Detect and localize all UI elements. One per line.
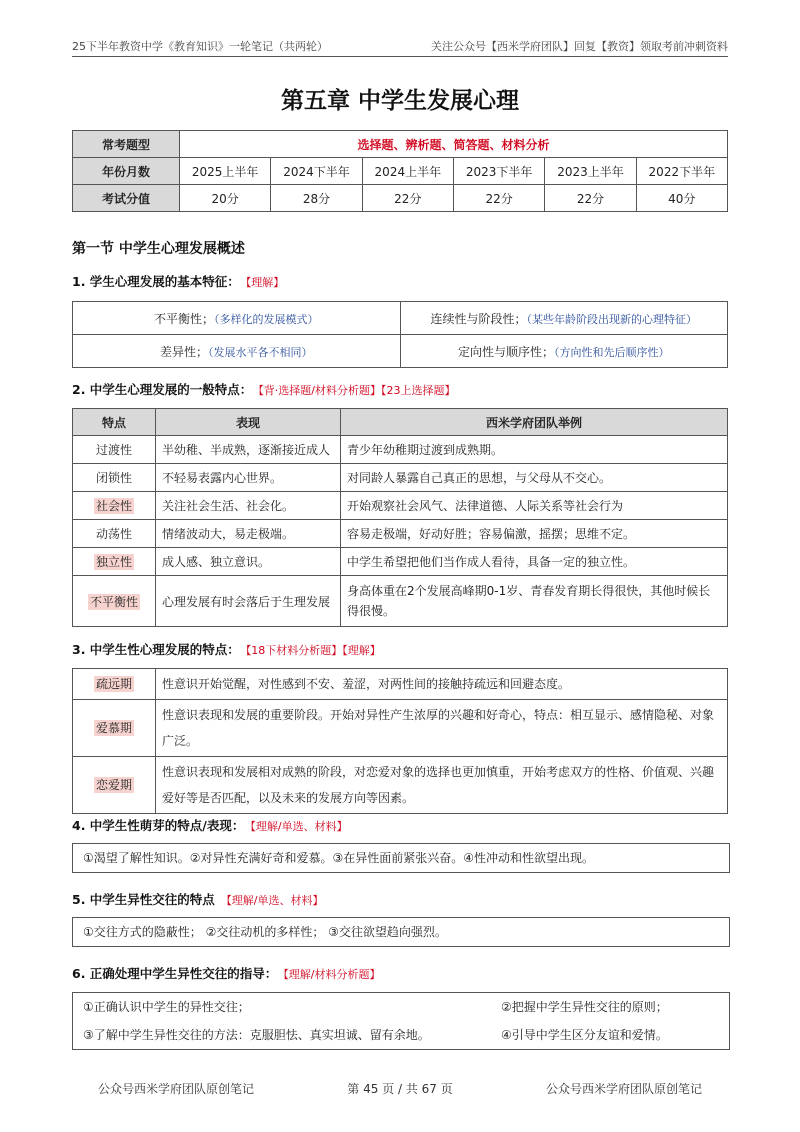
list-item: ④引导中学生区分友谊和爱情。 [501, 1028, 668, 1042]
list-item-row [83, 993, 719, 1021]
table-row [73, 520, 728, 548]
table-row [73, 464, 728, 492]
stage-desc: 性意识表现和发展相对成熟的阶段，对恋爱对象的选择也更加慎重，开始考虑双方的性格、价值观、兴趣爱好等是否匹配，以及未来的发展方向等因素。 [156, 757, 728, 814]
trait-name: 动荡性 [73, 520, 156, 548]
chapter-title: 第五章 中学生发展心理 [280, 87, 519, 114]
year-cell: 2024下半年 [271, 158, 362, 185]
trait-show: 情绪波动大，易走极端。 [156, 520, 341, 548]
feature-label: 不平衡性； [153, 311, 214, 326]
score-cell: 22分 [545, 185, 636, 212]
feature-label: 连续性与阶段性； [430, 311, 527, 326]
q1-tag: 【理解】 [245, 276, 285, 289]
list-item: ①正确认识中学生的异性交往； [83, 1000, 250, 1014]
footer-right: 公众号西米学府团队原创笔记 [545, 1082, 702, 1096]
stage-desc: 性意识开始觉醒，对性感到不安、羞涩，对两性间的接触持疏远和回避态度。 [156, 669, 728, 700]
table-row [73, 669, 728, 700]
q5-heading [72, 890, 324, 908]
table-row [73, 548, 728, 576]
footer-left: 公众号西米学府团队原创笔记 [98, 1082, 255, 1096]
score-cell: 22分 [453, 185, 544, 212]
feature-cell [73, 335, 401, 368]
question-types: 选择题、辨析题、简答题、材料分析 [180, 131, 728, 158]
q2-heading [72, 380, 456, 398]
q3-heading [72, 640, 381, 658]
q2-title: 2. 中学生心理发展的一般特点： [72, 382, 253, 397]
q4-title: 4. 中学生性萌芽的特点/表现： [72, 818, 245, 833]
trait-example: 容易走极端，好动好胜；容易偏激，摇摆；思维不定。 [341, 520, 728, 548]
q5-box [72, 917, 730, 947]
score-cell: 22分 [362, 185, 453, 212]
trait-name: 社会性 [73, 492, 156, 520]
header-right-text: 关注公众号【西米学府团队】回复【教资】领取考前冲刺资料 [431, 40, 728, 53]
q6-title: 6. 正确处理中学生异性交往的指导： [72, 966, 278, 981]
list-item-row [83, 1021, 719, 1049]
trait-show: 半幼稚、半成熟，逐渐接近成人 [156, 436, 341, 464]
stage-name: 恋爱期 [73, 757, 156, 814]
table-row [73, 131, 728, 158]
trait-show: 成人感、独立意识。 [156, 548, 341, 576]
q3-table [72, 668, 728, 814]
stage-desc: 性意识表现和发展的重要阶段。开始对异性产生浓厚的兴趣和好奇心，特点：相互显示、感情隐秘、对象广泛。 [156, 700, 728, 757]
q3-tag: 【18下材料分析题】【理解】 [245, 644, 381, 657]
row-label: 年份月数 [73, 158, 180, 185]
feature-cell [400, 335, 728, 368]
row-label: 常考题型 [73, 131, 180, 158]
feature-cell [73, 302, 401, 335]
q5-tag: 【理解/单选、材料】 [220, 894, 324, 907]
feature-label: 定向性与顺序性； [457, 344, 554, 359]
trait-example: 开始观察社会风气、法律道德、人际关系等社会行为 [341, 492, 728, 520]
trait-name: 独立性 [73, 548, 156, 576]
q4-heading [72, 816, 348, 834]
year-cell: 2023上半年 [545, 158, 636, 185]
trait-example: 中学生希望把他们当作成人看待，具备一定的独立性。 [341, 548, 728, 576]
exam-info-table [72, 130, 728, 212]
feature-cell [400, 302, 728, 335]
feature-note: （发展水平各不相同） [208, 345, 313, 359]
column-header: 表现 [156, 409, 341, 436]
table-row [73, 302, 728, 335]
trait-show: 不轻易表露内心世界。 [156, 464, 341, 492]
score-cell: 40分 [636, 185, 727, 212]
trait-show: 心理发展有时会落后于生理发展 [156, 576, 341, 627]
table-row [73, 757, 728, 814]
table-row [73, 700, 728, 757]
q6-tag: 【理解/材料分析题】 [283, 968, 381, 981]
list-item: ③了解中学生异性交往的方法：克服胆怯、真实坦诚、留有余地。 [83, 1028, 430, 1042]
table-row [73, 185, 728, 212]
feature-note: （多样化的发展模式） [214, 312, 319, 326]
page-number: 第 45 页 / 共 67 页 [347, 1082, 453, 1096]
feature-note: （方向性和先后顺序性） [554, 345, 670, 359]
header-left-text: 25下半年教资中学《教育知识》一轮笔记（共两轮） [72, 40, 328, 53]
q1-heading [72, 272, 284, 290]
trait-example: 青少年幼稚期过渡到成熟期。 [341, 436, 728, 464]
column-header: 西米学府团队举例 [341, 409, 728, 436]
column-header: 特点 [73, 409, 156, 436]
trait-name: 不平衡性 [73, 576, 156, 627]
trait-show: 关注社会生活、社会化。 [156, 492, 341, 520]
score-cell: 28分 [271, 185, 362, 212]
q4-box [72, 843, 730, 873]
stage-name: 爱慕期 [73, 700, 156, 757]
trait-example: 对同龄人暴露自己真正的思想，与父母从不交心。 [341, 464, 728, 492]
q2-tag: 【背·选择题/材料分析题】【23上选择题】 [258, 384, 456, 397]
trait-example: 身高体重在2个发展高峰期0-1岁、青春发育期长得很快，其他时候长得很慢。 [341, 576, 728, 627]
table-row [73, 576, 728, 627]
feature-label: 差异性； [159, 344, 208, 359]
stage-name: 疏远期 [73, 669, 156, 700]
score-cell: 20分 [180, 185, 271, 212]
year-cell: 2025上半年 [180, 158, 271, 185]
section-title: 第一节 中学生心理发展概述 [72, 241, 245, 257]
trait-name: 过渡性 [73, 436, 156, 464]
row-label: 考试分值 [73, 185, 180, 212]
q5-title: 5. 中学生异性交往的特点 [72, 892, 215, 907]
q2-table [72, 408, 728, 627]
trait-name: 闭锁性 [73, 464, 156, 492]
q6-box [72, 992, 730, 1050]
year-cell: 2024上半年 [362, 158, 453, 185]
q1-title: 1. 学生心理发展的基本特征： [72, 274, 240, 289]
table-row [73, 158, 728, 185]
q3-title: 3. 中学生性心理发展的特点： [72, 642, 240, 657]
list-item: ②把握中学生异性交往的原则； [501, 1000, 668, 1014]
feature-note: （某些年龄阶段出现新的心理特征） [526, 312, 697, 326]
year-cell: 2022下半年 [636, 158, 727, 185]
q5-content: ①交往方式的隐蔽性； ②交往动机的多样性； ③交往欲望趋向强烈。 [83, 925, 447, 939]
q1-table [72, 301, 728, 368]
q4-tag: 【理解/单选、材料】 [250, 820, 348, 833]
q6-heading [72, 964, 381, 982]
table-header-row [73, 409, 728, 436]
page-header [72, 36, 728, 57]
q4-content: ①渴望了解性知识。②对异性充满好奇和爱慕。③在异性面前紧张兴奋。④性冲动和性欲望出现。 [83, 851, 595, 865]
table-row [73, 492, 728, 520]
year-cell: 2023下半年 [453, 158, 544, 185]
table-row [73, 335, 728, 368]
table-row [73, 436, 728, 464]
